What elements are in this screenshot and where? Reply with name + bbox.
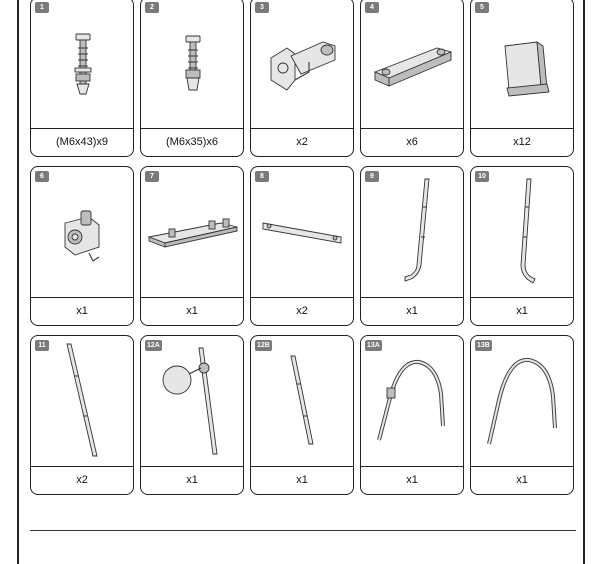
long-bolt-icon xyxy=(31,0,134,126)
part-number-badge: 2 xyxy=(145,2,159,13)
crossbar-icon xyxy=(251,167,354,295)
part-card-13A xyxy=(360,335,464,495)
quantity-label: x1 xyxy=(471,297,573,325)
part-card-6 xyxy=(30,166,134,326)
pivot-bracket-icon xyxy=(251,0,354,126)
part-number-badge: 11 xyxy=(35,340,49,351)
part-number-badge: 12B xyxy=(257,342,270,349)
bottom-divider xyxy=(30,530,576,531)
quantity-label: x1 xyxy=(141,297,243,325)
part-number-badge: 9 xyxy=(365,171,379,182)
curved-pole-icon xyxy=(471,167,574,295)
part-number-badge: 7 xyxy=(145,171,159,182)
part-number-badge: 6 xyxy=(35,171,49,182)
part-number-badge: 12A xyxy=(147,342,160,349)
quantity-label: x2 xyxy=(251,128,353,156)
quantity-label: x2 xyxy=(31,466,133,494)
part-card-1 xyxy=(30,0,134,157)
part-card-13B xyxy=(470,335,574,495)
part-card-12A xyxy=(140,335,244,495)
part-card-8 xyxy=(250,166,354,326)
clamp-icon xyxy=(31,167,134,295)
part-number-badge: 13B xyxy=(477,342,490,349)
part-card-10 xyxy=(470,166,574,326)
quantity-label: x6 xyxy=(361,128,463,156)
pole-with-ball-icon xyxy=(141,336,244,464)
part-number-badge: 5 xyxy=(475,2,489,13)
quantity-label: (M6x35)x6 xyxy=(141,128,243,156)
part-card-3 xyxy=(250,0,354,157)
part-card-4 xyxy=(360,0,464,157)
part-card-11 xyxy=(30,335,134,495)
part-number-badge: 1 xyxy=(35,2,49,13)
plate-icon xyxy=(361,0,464,126)
short-bolt-icon xyxy=(141,0,244,126)
quantity-label: x1 xyxy=(31,297,133,325)
part-number-badge: 4 xyxy=(365,2,379,13)
arch-frame-icon xyxy=(471,336,574,464)
end-cap-icon xyxy=(471,0,574,126)
straight-pole-icon xyxy=(251,336,354,464)
quantity-label: x1 xyxy=(361,297,463,325)
part-number-badge: 13A xyxy=(367,342,380,349)
part-number-badge: 8 xyxy=(255,171,269,182)
part-card-5 xyxy=(470,0,574,157)
base-plate-icon xyxy=(141,167,244,295)
part-number-badge: 3 xyxy=(255,2,269,13)
quantity-label: x2 xyxy=(251,297,353,325)
part-card-2 xyxy=(140,0,244,157)
part-number-badge: 10 xyxy=(475,171,489,182)
straight-pole-icon xyxy=(31,336,134,464)
quantity-label: (M6x43)x9 xyxy=(31,128,133,156)
quantity-label: x12 xyxy=(471,128,573,156)
curved-pole-icon xyxy=(361,167,464,295)
quantity-label: x1 xyxy=(141,466,243,494)
quantity-label: x1 xyxy=(471,466,573,494)
quantity-label: x1 xyxy=(251,466,353,494)
quantity-label: x1 xyxy=(361,466,463,494)
arch-frame-icon xyxy=(361,336,464,464)
part-card-12B xyxy=(250,335,354,495)
part-card-9 xyxy=(360,166,464,326)
part-card-7 xyxy=(140,166,244,326)
